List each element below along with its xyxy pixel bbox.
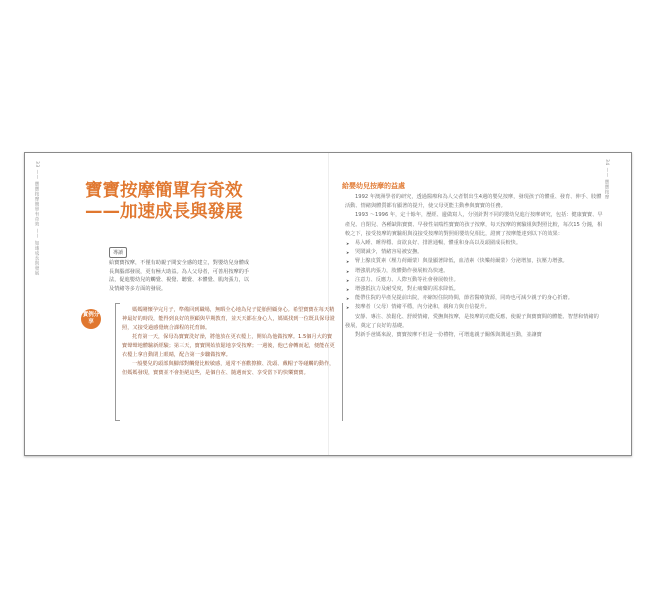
- paragraph: 對新手爸媽來說，寶寶按摩不但是一份禮物，可增進親子關係與溝通互動，並讓寶: [355, 332, 542, 339]
- benefit-item: ➤ 增強抵抗力及耐受度，對止痛藥的需求降低。: [345, 285, 603, 294]
- case-paragraph: 托育第一天，保母為寶寶洗好澡，將他放在更衣檯上，開始為他做按摩。1.5個月大的寶寶聲聲地體驗新經驗；第三天，寶寶開始放鬆地享受按摩；一週後，他已會轉而起，便能在更衣檯上拿自動閉上眼睛，配合第一步驟做按摩。: [122, 334, 335, 358]
- section-title: 給嬰幼兒按摩的益處: [342, 182, 405, 190]
- benefit-item: ➤ 腎上腺皮質素（壓力荷爾蒙）與量顯著降低，血清素（快樂荷爾蒙）分泌增加，抗壓力增強。: [345, 257, 603, 266]
- intro-tag: 導讀: [109, 247, 127, 258]
- benefit-item: ➤ 易入睡、睡得穩、食欲良好、排泄通暢，體重和身高以及頭圍成長較快。: [345, 239, 603, 248]
- benefit-item: ➤ 按摩者（父母）情緒平穩，內分泌和，親和力與自信提升。: [345, 303, 603, 312]
- running-head-left: 33 —— 寶寶按摩簡單有奇效 —— 加速成長與發展: [34, 161, 39, 276]
- benefit-item: ➤ 注意力、反應力、人際互動等社會發展較佳。: [345, 276, 603, 285]
- running-head-right: 34 —— 寶寶按摩: [604, 159, 609, 200]
- paragraph: 1993 ～1996 年，定十餘年，歷經、邊做寫人，分別針對不同的嬰幼兒進行按摩研究，包括：健康寶寶、早產兒、自閉兒、各種缺陷寶寶、早發性氣喘性寶寶的孩子按摩，每天按摩的實驗組與對照比較，每次15 分鐘，相較之下，接受按摩的實驗組與沒接受按摩的對照組嬰幼兒相比，證實了按摩能達到以下的效果：: [345, 212, 603, 237]
- case-badge: 實例分享: [81, 309, 101, 329]
- right-body: [345, 193, 603, 340]
- case-paragraph: 一般嬰兒的頭部與腳部對觸覺比較敏感，通常不喜歡擦臉、洗頭、戴帽子等碰觸的動作，但媽媽發現，寶寶並不會拒絕這些，是個自在、隨遇而安、享受當下的快樂寶寶。: [122, 361, 335, 376]
- book-spread: [24, 152, 632, 456]
- benefit-item: ➤ 增強肌肉張力，肢體動作發展較為快速。: [345, 267, 603, 276]
- chapter-title: 寶寶按摩簡單有奇效 ——加速成長與發展: [85, 181, 243, 222]
- intro-text: 給寶寶按摩，不僅有助親子間安全感的建立，對嬰幼兒身體成長與腦部發展，更有極大助益。為人父母者，可善用按摩的手法，促進嬰幼兒的觸覺、視覺、聽覺、本體覺、肌肉張力，以及情緒等多方面的發展。: [109, 260, 250, 292]
- case-box: [115, 303, 343, 421]
- paragraph: 1992 年澳洲學者的研究，透過醫療和為人父者幫出生4週的嬰兒按摩，發現孩子的體重、發育、伸手、肢體活動、情緒與體質都有顯著的提升，使父母更能主動參與寶寶的任務。: [345, 194, 602, 210]
- case-paragraph: 媽媽剛懷孕完月子，準備回到職場，無暇全心地為兒子從胎照顧身心。希望寶寶在每天精神最好的時段，能得到良好的照顧與早期教育，並天天都在身心人，媽媽找到一位既具保母證照，又接受過感覺統合課程的托育師。: [122, 307, 335, 331]
- benefit-item: ➤ 能帶住院的早產兒提前出院，亦縮短住院時間，節省醫療資源，同時也可減少親子的身心折磨。: [345, 294, 603, 303]
- benefit-item: ➤ 哭鬧減少，情緒容易被安撫。: [345, 248, 603, 257]
- paragraph: 安靜、專注、放鬆化、舒緩情緒，愛撫與按摩，是按摩的功能反應，使親子與寶寶間的體能、智慧和情緒的發展，奠定了良好的基礎。: [345, 313, 599, 329]
- benefit-list: [345, 239, 603, 313]
